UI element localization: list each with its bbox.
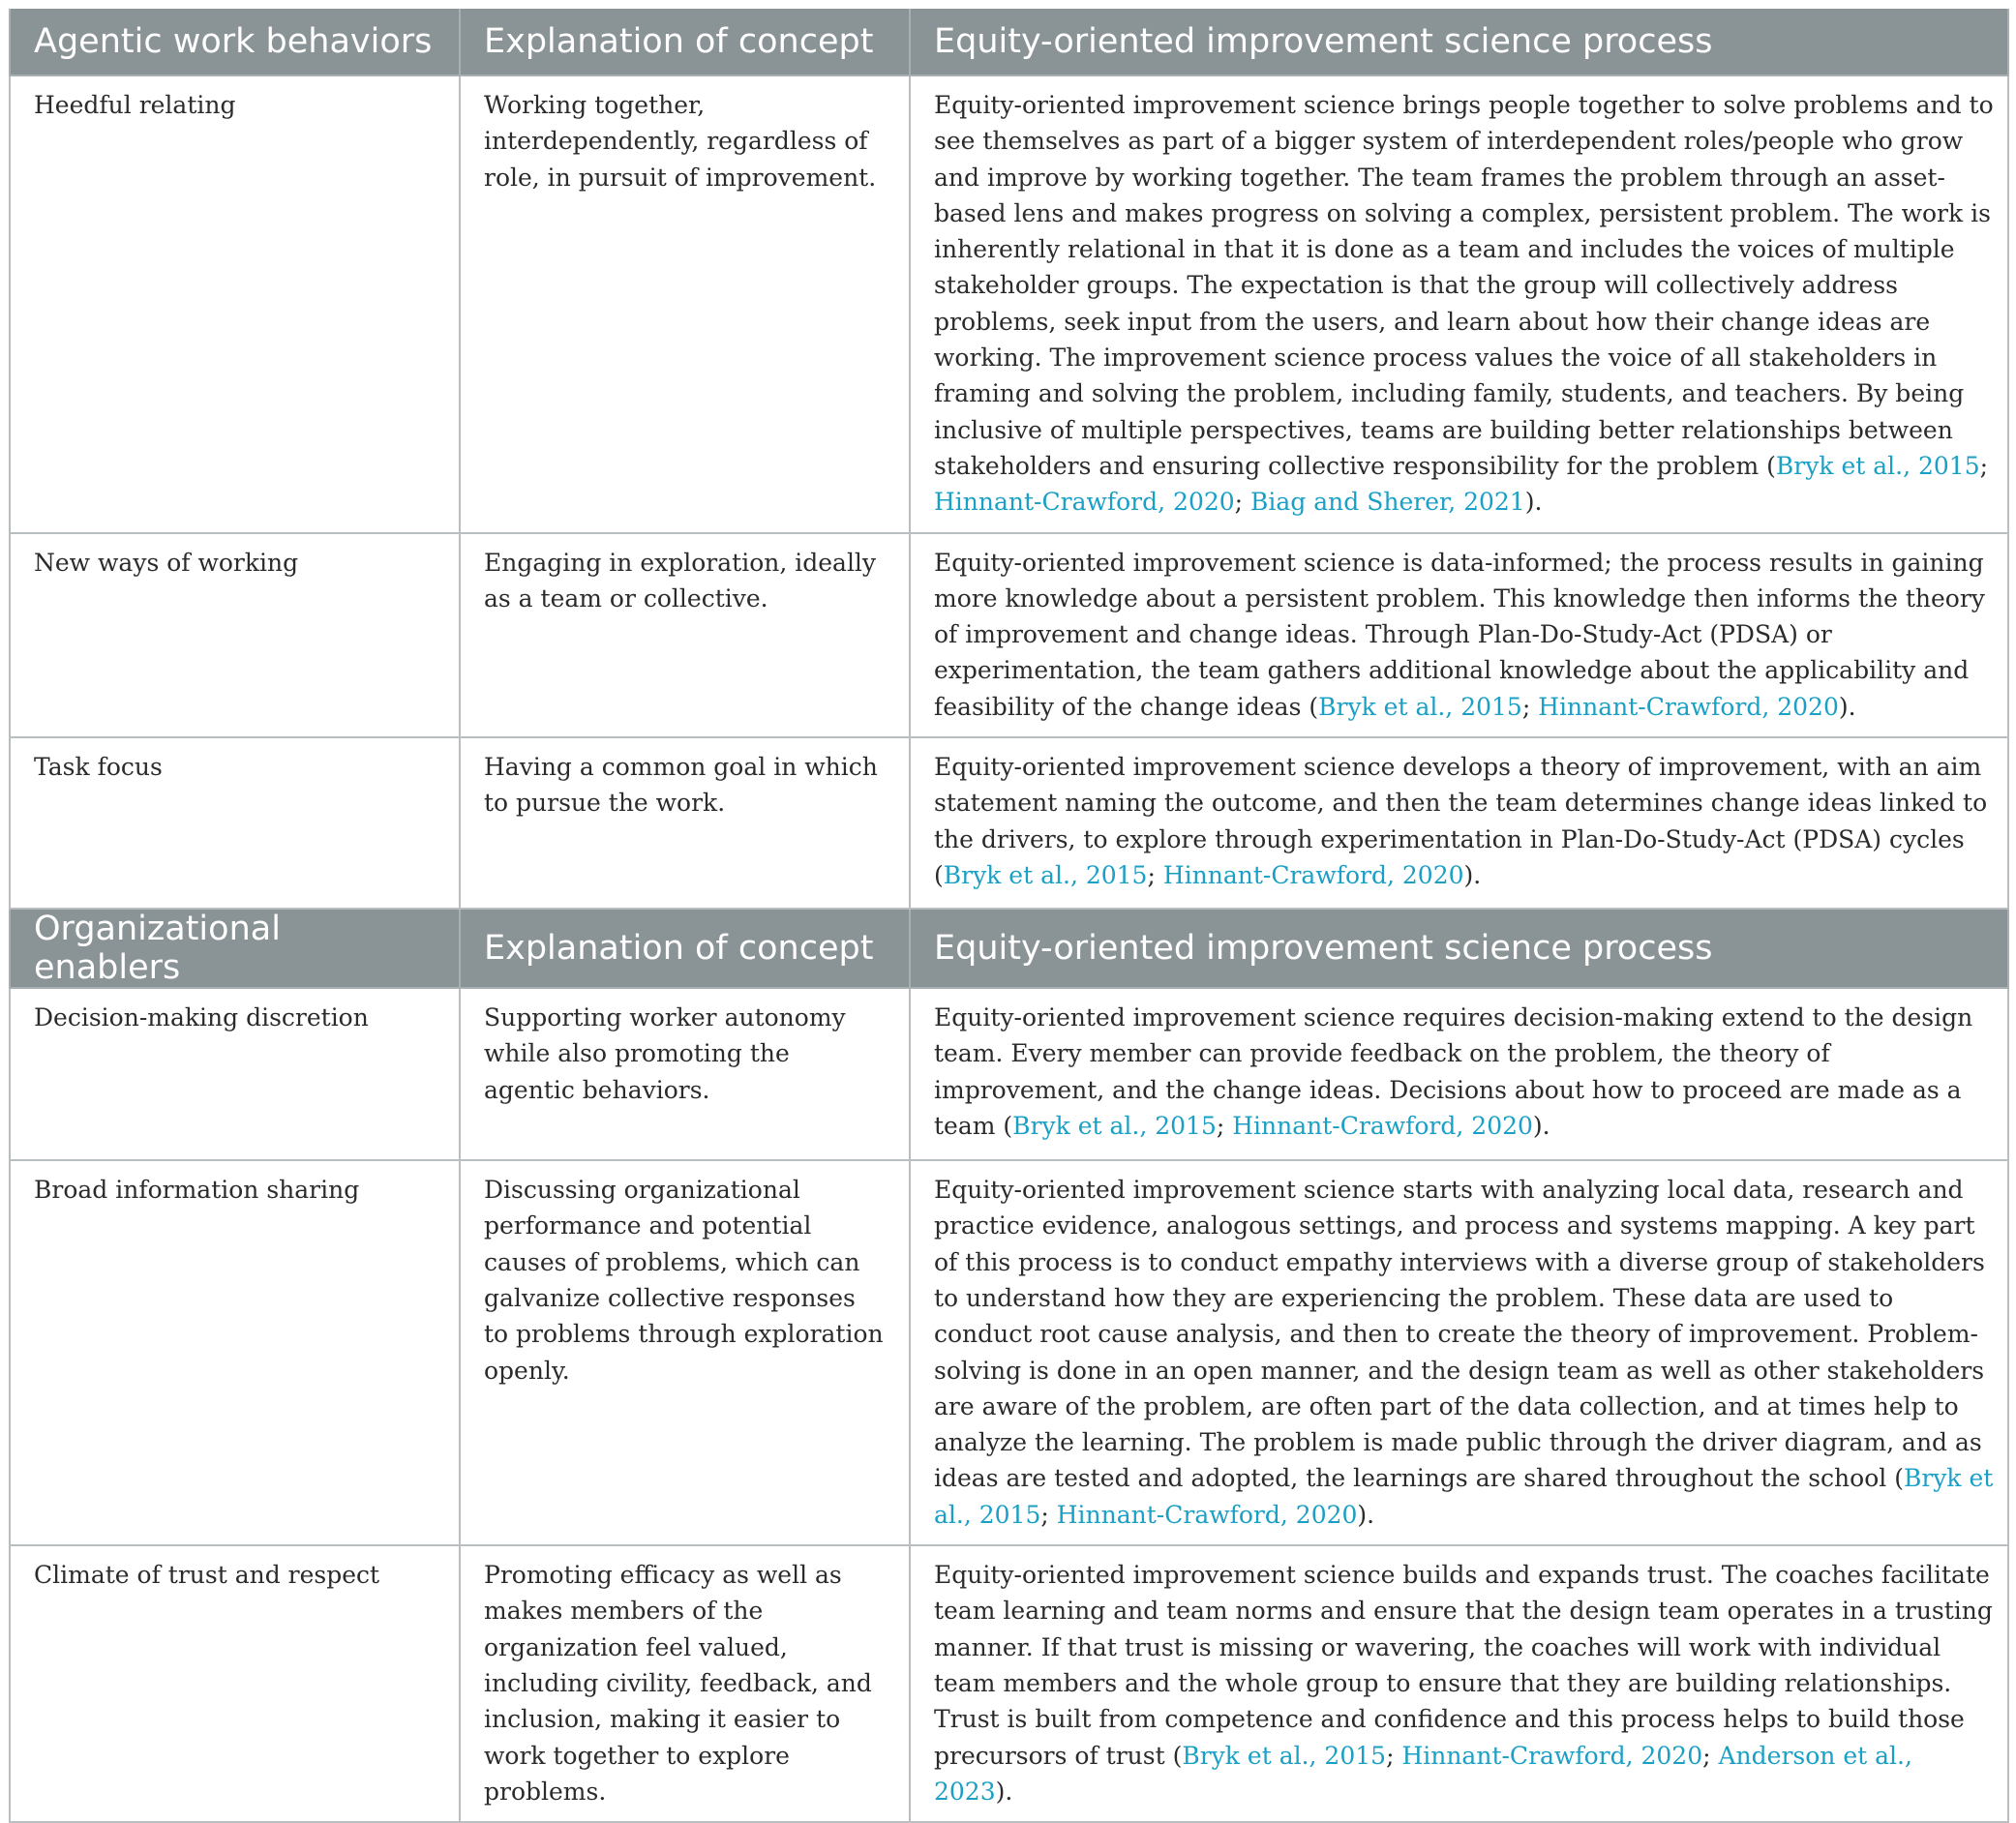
explanation-cell: Discussing organizational performance and potential causes of problems, which can galvanize collective responses to problems through exploration openly. <box>460 1160 910 1545</box>
citation-link[interactable]: Anderson et al., 2023 <box>934 1741 1912 1806</box>
section-header-organizational <box>10 909 2008 988</box>
citation-link[interactable]: Hinnant-Crawford, 2020 <box>1162 860 1464 889</box>
citation-link[interactable]: Bryk et al., 2015 <box>1775 451 1980 480</box>
concept-table <box>9 9 2009 1823</box>
citation-link[interactable]: Bryk et al., 2015 <box>934 1464 1994 1529</box>
header-process: Equity-oriented improvement science process <box>910 9 2008 75</box>
section-header-agentic <box>10 9 2008 75</box>
table-row <box>10 737 2008 909</box>
header-row <box>10 9 2008 75</box>
table-row <box>10 1160 2008 1545</box>
citation-link[interactable]: Biag and Sherer, 2021 <box>1250 488 1525 517</box>
process-text: Equity-oriented improvement science starts with analyzing local data, research and practice evidence, analogous settings, and process and systems mapping. A key part of this process is to conduct empathy interviews with a diverse group of stakeholders to understand how they are experiencing the problem. These data are used to conduct root cause analysis, and then to create the theory of improvement. Problem-solving is done in an open manner, and the design team as well as other stakeholders are aware of the problem, are often part of the data collection, and at times help to analyze the learning. The problem is made public through the driver diagram, and as ideas are tested and adopted, the learnings are shared throughout the school <box>934 1176 1985 1493</box>
behavior-cell: Broad information sharing <box>10 1160 460 1545</box>
behavior-cell: Task focus <box>10 737 460 909</box>
header-explanation: Explanation of concept <box>460 9 910 75</box>
table-row <box>10 533 2008 737</box>
header-row <box>10 909 2008 988</box>
citation-link[interactable]: Hinnant-Crawford, 2020 <box>1401 1741 1703 1770</box>
process-text: Equity-oriented improvement science develops a theory of improvement, with an aim statement naming the outcome, and then the team determines change ideas linked to the drivers, to explore through experimentation in Plan-Do-Study-Act (PDSA) cycles <box>934 753 1988 853</box>
header-category: Organizational enablers <box>10 909 460 988</box>
citation-link[interactable]: Hinnant-Crawford, 2020 <box>934 488 1235 517</box>
process-cell: Equity-oriented improvement science starts with analyzing local data, research and practice evidence, analogous settings, and process and systems mapping. A key part of this process is to conduct empathy interviews with a diverse group of stakeholders to understand how they are experiencing the problem. These data are used to conduct root cause analysis, and then to create the theory of improvement. Problem-solving is done in an open manner, and the design team as well as other stakeholders are aware of the problem, are often part of the data collection, and at times help to analyze the learning. The problem is made public through the driver diagram, and as ideas are tested and adopted, the learnings are shared throughout the school (Bryk et al., 2015; Hinnant-Crawford, 2020). <box>910 1160 2008 1545</box>
behavior-cell: Decision-making discretion <box>10 988 460 1160</box>
section-body-organizational <box>10 988 2008 1822</box>
citation-link[interactable]: Bryk et al., 2015 <box>943 860 1148 889</box>
citation-link[interactable]: Bryk et al., 2015 <box>1012 1111 1217 1140</box>
header-explanation: Explanation of concept <box>460 909 910 988</box>
process-cell: Equity-oriented improvement science builds and expands trust. The coaches facilitate team learning and team norms and ensure that the design team operates in a trusting manner. If that trust is missing or wavering, the coaches will work with individual team members and the whole group to ensure that they are building relationships. Trust is built from competence and confidence and this process helps to build those precursors of trust (Bryk et al., 2015; Hinnant-Crawford, 2020; Anderson et al., 2023). <box>910 1545 2008 1822</box>
section-body-agentic <box>10 75 2008 909</box>
explanation-cell: Promoting efficacy as well as makes members of the organization feel valued, including civility, feedback, and inclusion, making it easier to work together to explore problems. <box>460 1545 910 1822</box>
process-text: Equity-oriented improvement science is data-informed; the process results in gaining more knowledge about a persistent problem. This knowledge then informs the theory of improvement and change ideas. Through Plan-Do-Study-Act (PDSA) or experimentation, the team gathers additional knowledge about the applicability and feasibility of the change ideas <box>934 548 1985 721</box>
explanation-cell: Supporting worker autonomy while also promoting the agentic behaviors. <box>460 988 910 1160</box>
behavior-cell: New ways of working <box>10 533 460 737</box>
table-row <box>10 75 2008 533</box>
citation-link[interactable]: Bryk et al., 2015 <box>1182 1741 1387 1770</box>
header-category: Agentic work behaviors <box>10 9 460 75</box>
process-text: Equity-oriented improvement science requires decision-making extend to the design team. Every member can provide feedback on the problem, the theory of improvement, and the change ideas. Decisions about how to proceed are made as a team <box>934 1003 1973 1140</box>
citation-link[interactable]: Hinnant-Crawford, 2020 <box>1538 692 1839 721</box>
process-text: Equity-oriented improvement science builds and expands trust. The coaches facilitate team learning and team norms and ensure that the design team operates in a trusting manner. If that trust is missing or wavering, the coaches will work with individual team members and the whole group to ensure that they are building relationships. Trust is built from competence and confidence and this process helps to build those precursors of trust <box>934 1561 1993 1770</box>
citation-link[interactable]: Hinnant-Crawford, 2020 <box>1232 1111 1533 1140</box>
process-cell: Equity-oriented improvement science is data-informed; the process results in gaining more knowledge about a persistent problem. This knowledge then informs the theory of improvement and change ideas. Through Plan-Do-Study-Act (PDSA) or experimentation, the team gathers additional knowledge about the applicability and feasibility of the change ideas (Bryk et al., 2015; Hinnant-Crawford, 2020). <box>910 533 2008 737</box>
process-cell: Equity-oriented improvement science develops a theory of improvement, with an aim statement naming the outcome, and then the team determines change ideas linked to the drivers, to explore through experimentation in Plan-Do-Study-Act (PDSA) cycles (Bryk et al., 2015; Hinnant-Crawford, 2020). <box>910 737 2008 909</box>
behavior-cell: Heedful relating <box>10 75 460 533</box>
header-process: Equity-oriented improvement science process <box>910 909 2008 988</box>
process-text: Equity-oriented improvement science brings people together to solve problems and to see themselves as part of a bigger system of interdependent roles/people who grow and improve by working together. The team frames the problem through an asset-based lens and makes progress on solving a complex, persistent problem. The work is inherently relational in that it is done as a team and includes the voices of multiple stakeholder groups. The expectation is that the group will collectively address problems, seek input from the users, and learn about how their change ideas are working. The improvement science process values the voice of all stakeholders in framing and solving the problem, including family, students, and teachers. By being inclusive of multiple perspectives, teams are building better relationships between stakeholders and ensuring collective responsibility for the problem <box>934 91 1994 480</box>
concept-table-container <box>9 9 2007 1823</box>
table-row <box>10 1545 2008 1822</box>
citation-link[interactable]: Bryk et al., 2015 <box>1318 692 1522 721</box>
explanation-cell: Having a common goal in which to pursue the work. <box>460 737 910 909</box>
process-cell: Equity-oriented improvement science requires decision-making extend to the design team. Every member can provide feedback on the problem, the theory of improvement, and the change ideas. Decisions about how to proceed are made as a team (Bryk et al., 2015; Hinnant-Crawford, 2020). <box>910 988 2008 1160</box>
process-cell: Equity-oriented improvement science brings people together to solve problems and to see themselves as part of a bigger system of interdependent roles/people who grow and improve by working together. The team frames the problem through an asset-based lens and makes progress on solving a complex, persistent problem. The work is inherently relational in that it is done as a team and includes the voices of multiple stakeholder groups. The expectation is that the group will collectively address problems, seek input from the users, and learn about how their change ideas are working. The improvement science process values the voice of all stakeholders in framing and solving the problem, including family, students, and teachers. By being inclusive of multiple perspectives, teams are building better relationships between stakeholders and ensuring collective responsibility for the problem (Bryk et al., 2015; Hinnant-Crawford, 2020; Biag and Sherer, 2021). <box>910 75 2008 533</box>
behavior-cell: Climate of trust and respect <box>10 1545 460 1822</box>
explanation-cell: Engaging in exploration, ideally as a team or collective. <box>460 533 910 737</box>
explanation-cell: Working together, interdependently, regardless of role, in pursuit of improvement. <box>460 75 910 533</box>
citation-link[interactable]: Hinnant-Crawford, 2020 <box>1056 1500 1358 1529</box>
table-row <box>10 988 2008 1160</box>
